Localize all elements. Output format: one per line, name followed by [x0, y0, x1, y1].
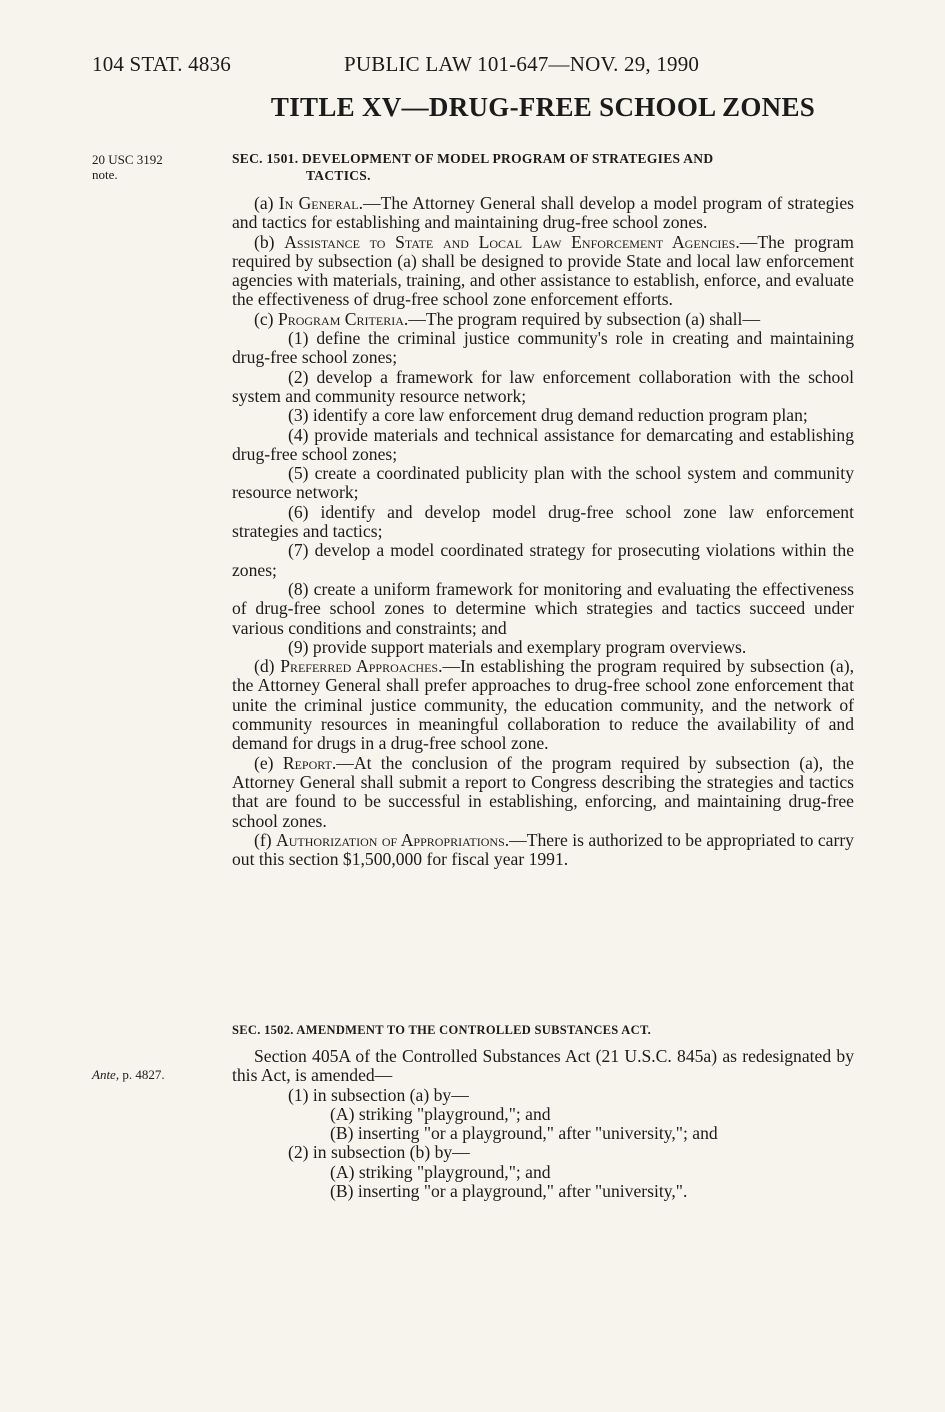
criteria-item-3: (3) identify a core law enforcement drug demand reduction program plan;: [288, 405, 808, 426]
subsection-e: (e) Report.—At the conclusion of the program required by subsection (a), the Attorney General shall submit a report to Congress describing the strategies and tactics that are found to be successful in establishing, enforcing, and maintaining drug-free school zones.: [232, 752, 854, 831]
amendment-item-1a: (A) striking "playground,"; and: [330, 1103, 551, 1124]
amendment-item-2a: (A) striking "playground,"; and: [330, 1161, 551, 1182]
subsection-d: (d) Preferred Approaches.—In establishing the program required by subsection (a), the Attorney General shall prefer approaches to drug-free school zone enforcement that unite the criminal justice community, the education community, and the network of community resources in meaningful collaboration to reduce the availability of and demand for drugs in a drug-free school zone.: [232, 656, 854, 754]
section-1501-heading-line1: SEC. 1501. DEVELOPMENT OF MODEL PROGRAM OF STRATEGIES AND: [232, 151, 714, 166]
section-1501-heading: [232, 150, 854, 184]
subsection-c: (c) Program Criteria.—The program required by subsection (a) shall—: [254, 308, 761, 329]
section-1501-body: [232, 194, 854, 869]
criteria-item-2: (2) develop a framework for law enforcement collaboration with the school system and community resource network;: [232, 366, 854, 406]
amendment-item-2: (2) in subsection (b) by—: [288, 1142, 470, 1163]
criteria-item-1: (1) define the criminal justice community's role in creating and maintaining drug-free school zones;: [232, 328, 854, 368]
amendment-item-2b: (B) inserting "or a playground," after "university,".: [330, 1181, 688, 1202]
subsection-a-caption: In General.: [278, 193, 364, 213]
criteria-item-7: (7) develop a model coordinated strategy for prosecuting violations within the zones;: [232, 540, 854, 580]
section-1502-intro: Section 405A of the Controlled Substances Act (21 U.S.C. 845a) as redesignated by this Act, is amended—: [232, 1046, 854, 1086]
title-heading: TITLE XV—DRUG-FREE SCHOOL ZONES: [270, 92, 816, 122]
amendment-item-1b: (B) inserting "or a playground," after "university,"; and: [330, 1123, 718, 1144]
section-1502-body: [232, 1047, 854, 1201]
section-1501-heading-line2: TACTICS.: [306, 168, 371, 183]
criteria-item-9: (9) provide support materials and exemplary program overviews.: [288, 636, 747, 657]
margin-note-ante: [92, 1067, 210, 1082]
subsection-f-caption: Authorization of Appropriations.: [276, 829, 510, 850]
subsection-f: (f) Authorization of Appropriations.—There is authorized to be appropriated to carry out this section $1,500,000 for fiscal year 1991.: [232, 829, 854, 870]
public-law-citation: PUBLIC LAW 101-647—NOV. 29, 1990: [344, 52, 700, 76]
subsection-b-caption: Assistance to State and Local Law Enforcement Agencies.: [284, 231, 740, 252]
criteria-item-6: (6) identify and develop model drug-free school zone law enforcement strategies and tactics;: [232, 501, 854, 542]
subsection-b: (b) Assistance to State and Local Law Enforcement Agencies.—The program required by subsection (a) shall be designed to provide State and local law enforcement agencies with materials, training, and other assistance to establish, enforce, and evaluate the effectiveness of drug-free school zone enforcement efforts.: [232, 231, 854, 310]
section-1502-heading: SEC. 1502. AMENDMENT TO THE CONTROLLED SUBSTANCES ACT.: [232, 1023, 652, 1037]
criteria-item-4: (4) provide materials and technical assistance for demarcating and establishing drug-free school zones;: [232, 424, 854, 464]
subsection-a: (a) In General.—The Attorney General shall develop a model program of strategies and tactics for establishing and maintaining drug-free school zones.: [232, 193, 854, 233]
running-head: [92, 52, 752, 76]
margin-note-ante-page: p. 4827.: [122, 1067, 165, 1082]
margin-note-ante-label: Ante,: [92, 1067, 120, 1082]
subsection-c-caption: Program Criteria.: [277, 308, 409, 329]
criteria-item-5: (5) create a coordinated publicity plan with the school system and community resource network;: [232, 463, 854, 503]
statute-page-number: 104 STAT. 4836: [92, 52, 231, 76]
subsection-d-caption: Preferred Approaches.: [280, 656, 443, 677]
amendment-item-1: (1) in subsection (a) by—: [288, 1084, 469, 1105]
criteria-item-8: (8) create a uniform framework for monitoring and evaluating the effectiveness of drug-free school zones to determine which strategies and tactics succeed under various conditions and constraints; and: [232, 578, 854, 638]
margin-note-usc: 20 USC 3192 note.: [92, 152, 163, 182]
subsection-e-caption: Report.: [282, 752, 337, 773]
